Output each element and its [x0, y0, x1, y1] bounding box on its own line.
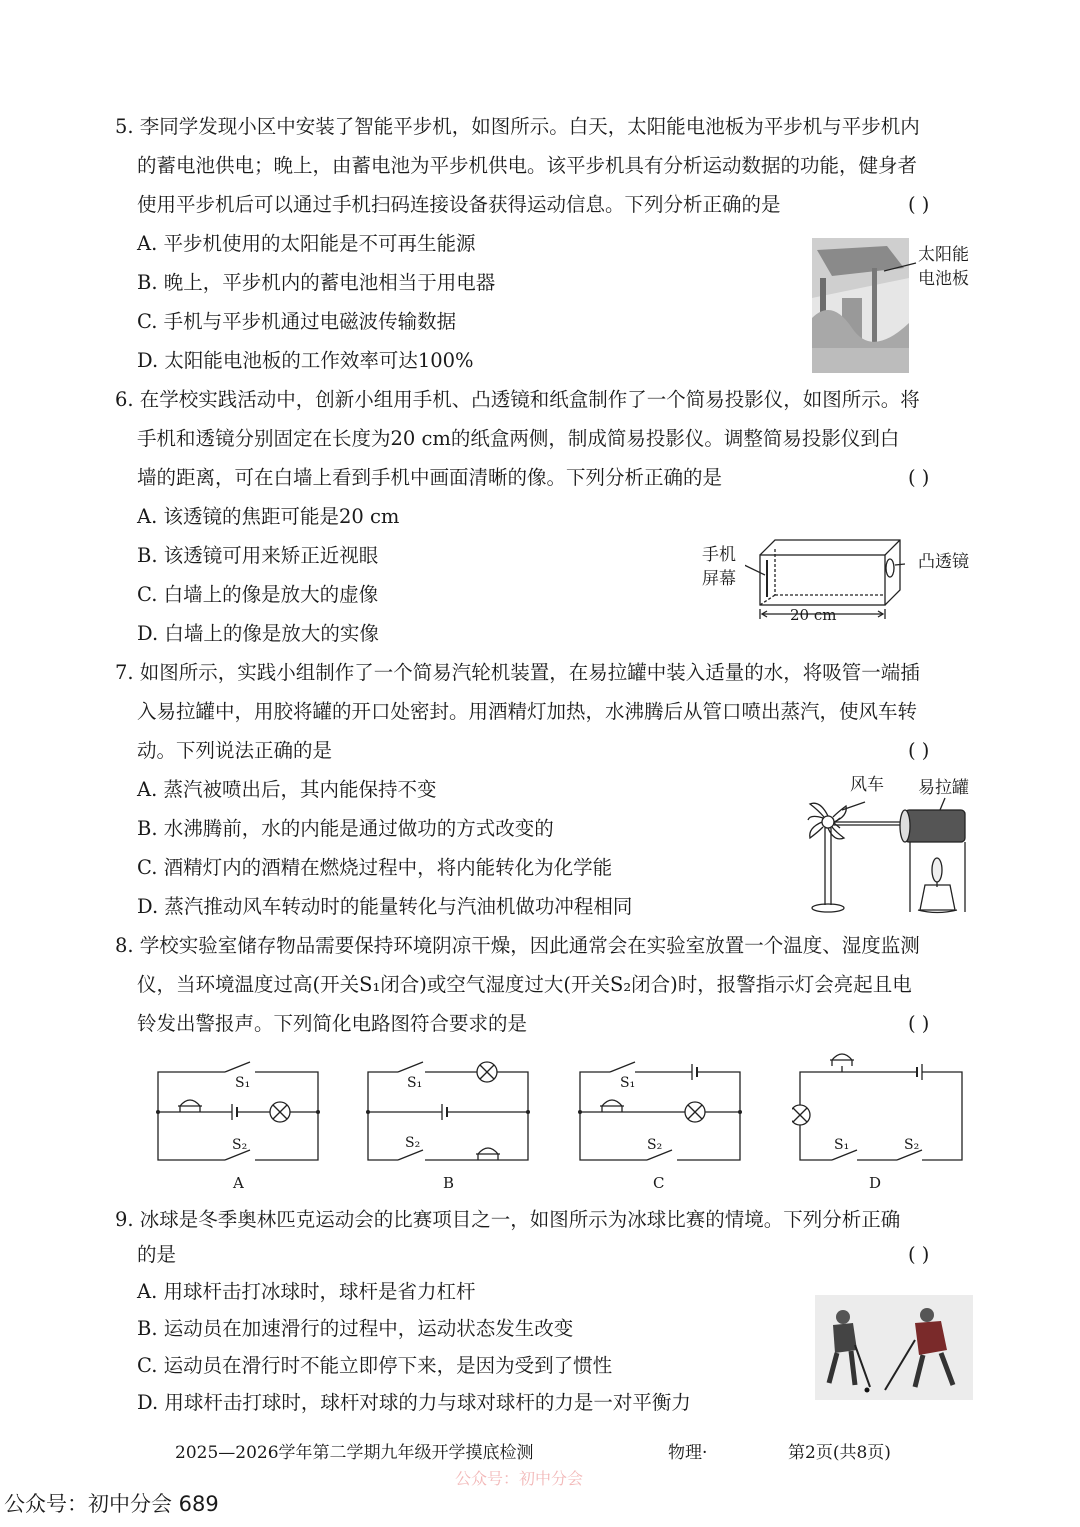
q6-line-2: 手机和透镜分别固定在长度为20 cm的纸盒两侧，制成简易投影仪。调整简易投影仪到白	[137, 427, 900, 450]
circuit-d-s2: S₂	[904, 1137, 920, 1153]
footer-subject: 物理·	[668, 1443, 708, 1463]
circuit-b-s1: S₁	[407, 1075, 423, 1091]
footer-exam-title: 2025—2026学年第二学期九年级开学摸底检测	[175, 1443, 534, 1463]
circuit-a-s1: S₁	[235, 1075, 251, 1091]
turbine-label-windmill: 风车	[850, 775, 884, 795]
q9-line-2: 的是	[137, 1243, 177, 1266]
q7-option-b: B. 水沸腾前，水的内能是通过做功的方式改变的	[137, 817, 554, 840]
projector-label-phone-2: 屏幕	[702, 569, 736, 589]
q5-option-b: B. 晚上，平步机内的蓄电池相当于用电器	[137, 271, 496, 294]
q5-option-a: A. 平步机使用的太阳能是不可再生能源	[137, 232, 476, 255]
q5-answer-paren: ( )	[908, 193, 930, 216]
projector-label-phone-1: 手机	[702, 545, 736, 565]
q7-line-3: 动。下列说法正确的是	[137, 739, 333, 762]
q8-line-3: 铃发出警报声。下列简化电路图符合要求的是	[137, 1012, 528, 1035]
projector-label-lens: 凸透镜	[918, 552, 969, 572]
q5-line-2: 的蓄电池供电；晚上，由蓄电池为平步机供电。该平步机具有分析运动数据的功能，健身者	[137, 154, 918, 177]
q9-option-b: B. 运动员在加速滑行的过程中，运动状态发生改变	[137, 1317, 574, 1340]
q7-line-1: 7. 如图所示，实践小组制作了一个简易汽轮机装置，在易拉罐中装入适量的水，将吸管一端插	[115, 661, 920, 684]
q7-option-a: A. 蒸汽被喷出后，其内能保持不变	[137, 778, 437, 801]
q5-option-d: D. 太阳能电池板的工作效率可达100%	[137, 349, 474, 372]
q7-option-c: C. 酒精灯内的酒精在燃烧过程中，将内能转化为化学能	[137, 856, 613, 879]
q6-option-d: D. 白墙上的像是放大的实像	[137, 622, 379, 645]
q8-line-2: 仪，当环境温度过高(开关S₁闭合)或空气湿度过大(开关S₂闭合)时，报警指示灯会亮起且电	[137, 973, 912, 996]
q9-answer-paren: ( )	[908, 1243, 930, 1266]
circuit-c-s1: S₁	[620, 1075, 636, 1091]
ice-hockey-photo	[815, 1295, 973, 1400]
projector-label-length: 20 cm	[790, 606, 837, 624]
q7-option-d: D. 蒸汽推动风车转动时的能量转化与汽油机做功冲程相同	[137, 895, 633, 918]
solar-label-2: 电池板	[918, 269, 969, 289]
q9-option-c: C. 运动员在滑行时不能立即停下来，是因为受到了惯性	[137, 1354, 613, 1377]
watermark-text: 公众号：初中分会	[455, 1469, 584, 1488]
circuit-c-label: C	[653, 1174, 665, 1192]
circuit-d-label: D	[869, 1174, 882, 1192]
account-caption: 公众号：初中分会 689	[4, 1492, 219, 1516]
q5-line-3: 使用平步机后可以通过手机扫码连接设备获得运动信息。下列分析正确的是	[137, 193, 781, 216]
q8-line-1: 8. 学校实验室储存物品需要保持环境阴凉干燥，因此通常会在实验室放置一个温度、湿度监测	[115, 934, 920, 957]
circuit-b-diagram	[360, 1060, 535, 1170]
circuit-a-label: A	[233, 1174, 244, 1192]
q9-option-d: D. 用球杆击打球时，球杆对球的力与球对球杆的力是一对平衡力	[137, 1391, 691, 1414]
circuit-b-label: B	[443, 1174, 455, 1192]
solar-label-1: 太阳能	[918, 245, 969, 265]
q7-line-2: 入易拉罐中，用胶将罐的开口处密封。用酒精灯加热，水沸腾后从管口喷出蒸汽，使风车转	[137, 700, 918, 723]
circuit-a-s2: S₂	[232, 1137, 248, 1153]
q6-line-1: 6. 在学校实践活动中，创新小组用手机、凸透镜和纸盒制作了一个简易投影仪，如图所示。将	[115, 388, 920, 411]
q7-answer-paren: ( )	[908, 739, 930, 762]
circuit-c-s2: S₂	[647, 1137, 663, 1153]
q6-line-3: 墙的距离，可在白墙上看到手机中画面清晰的像。下列分析正确的是	[137, 466, 723, 489]
q8-answer-paren: ( )	[908, 1012, 930, 1035]
circuit-b-s2: S₂	[405, 1135, 421, 1151]
q6-option-c: C. 白墙上的像是放大的虚像	[137, 583, 379, 606]
solar-panel-pointer	[880, 245, 920, 275]
q6-answer-paren: ( )	[908, 466, 930, 489]
q9-line-1: 9. 冰球是冬季奥林匹克运动会的比赛项目之一，如图所示为冰球比赛的情境。下列分析正确	[115, 1208, 901, 1231]
circuit-d-diagram	[792, 1045, 970, 1170]
turbine-label-can: 易拉罐	[918, 778, 969, 798]
q5-line-1: 5. 李同学发现小区中安装了智能平步机，如图所示。白天，太阳能电池板为平步机与平步机内	[115, 115, 920, 138]
q5-option-c: C. 手机与平步机通过电磁波传输数据	[137, 310, 457, 333]
footer-page-number: 第2页(共8页)	[788, 1443, 891, 1463]
q6-option-a: A. 该透镜的焦距可能是20 cm	[137, 505, 400, 528]
circuit-d-s1: S₁	[834, 1137, 850, 1153]
q6-option-b: B. 该透镜可用来矫正近视眼	[137, 544, 379, 567]
steam-turbine-diagram	[800, 790, 980, 920]
circuit-c-diagram	[572, 1060, 747, 1170]
q9-option-a: A. 用球杆击打冰球时，球杆是省力杠杆	[137, 1280, 476, 1303]
